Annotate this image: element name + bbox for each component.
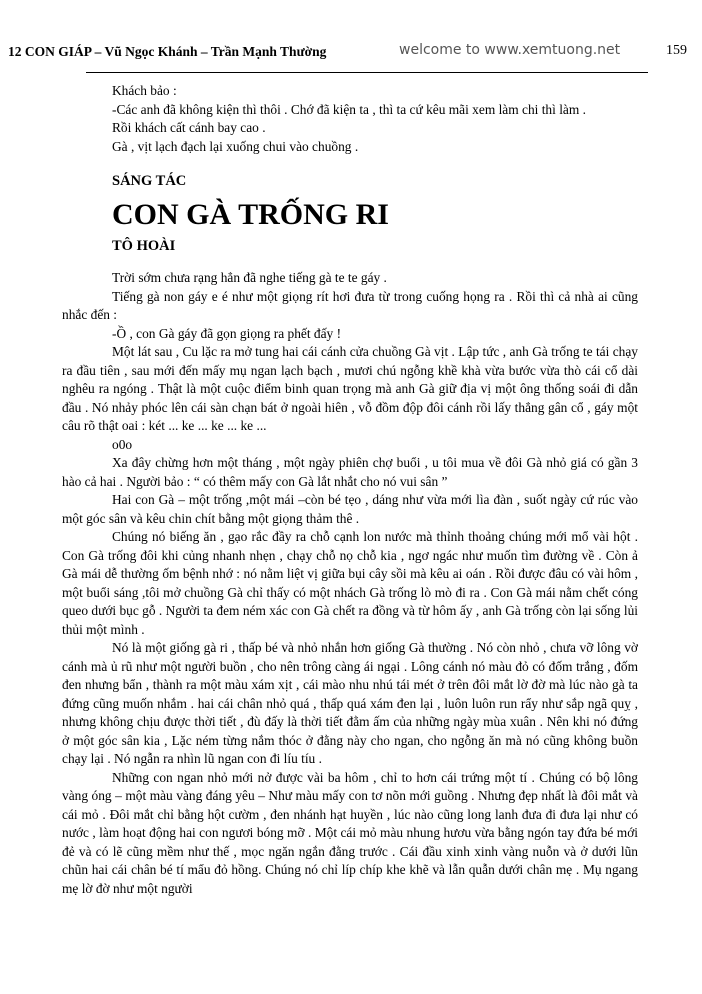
paragraph: Một lát sau , Cu lặc ra mở tung hai cái cánh cửa chuồng Gà vịt . Lập tức , anh Gà trống te tái chạy ra đầu tiên , sau mới đến mấy mụ ngan lạch bạch , mươi chú ngỗng khề khà vừa bước vừa thò cái cổ dài nghêu ra ngóng . Thật là một cuộc điểm binh quan trọng mà anh Gà giữ địa vị một ông thống soái đi dẫn đầu . Nó nhảy phóc lên cái sàn chạn bát ở ngoài hiên , vỗ đồm độp đôi cánh rồi lấy thẳng gân cổ , gáy một câu rõ thật oai : két ... ke ... ke ... ke ... [62, 344, 638, 433]
website-link[interactable]: welcome to www.xemtuong.net [399, 42, 621, 58]
paragraph: Xa đây chừng hơn một tháng , một ngày phiên chợ buổi , u tôi mua về đôi Gà nhỏ giá có gần 3 hào cả hai . Người bảo : “ có thêm mấy con Gà lắt nhắt cho nó vui sân ” [62, 455, 638, 489]
paragraph: Nó là một giống gà ri , thấp bé và nhỏ nhắn hơn giống Gà thường . Nó còn nhỏ , chưa vỡ lông vờ cánh mà ủ rũ như một người buồn , cho nên trông càng ái ngại . Lông cánh nó màu đỏ có đốm trắng , đốm đen nhưng bẩn , thành ra một màu xám xịt , cái mào nhu nhú tái mét ở trên đôi mắt lờ đờ mà lúc nào gà ta đứng cũng muốn nhắm . hai cái chân nhỏ quá , thấp quá xám đen lại , luôn luôn run rẩy như sắp ngã quỵ , nhưng không chịu được thời tiết , đù đấy là thời tiết đằm ấm của những ngày mùa xuân . Nên khi nó đứng ở một góc sân kia , Lặc ném từng nắm thóc ở đằng này cho ngan, cho ngỗng ăn mà nó cũng không buồn chạy lại . Nó ngẫn ra nhìn lũ ngan con đi líu tíu . [62, 640, 638, 766]
paragraph: Trời sớm chưa rạng hẳn đã nghe tiếng gà te te gáy . [112, 270, 387, 285]
paragraph: Tiếng gà non gáy e é như một giọng rít hơi đưa từ trong cuống họng ra . Rồi thì cả nhà ai cũng nhắc đến : [62, 288, 638, 322]
intro-line: Rồi khách cất cánh bay cao . [112, 120, 266, 135]
intro-line: -Các anh đã không kiện thì thôi . Chớ đã kiện ta , thì ta cứ kêu mãi xem làm chi thì làm . [112, 101, 586, 117]
intro-line: Khách bảo : [112, 83, 177, 98]
story-author: TÔ HOÀI [112, 237, 176, 254]
page-content [62, 82, 638, 898]
paragraph: Những con ngan nhỏ mới nở được vài ba hôm , chỉ to hơn cái trứng một tí . Chúng có bộ lông vàng óng – một màu vàng đáng yêu – Như màu mấy con tơ nõn mới guồng . Nhưng đẹp nhất là đôi mắt và cái mỏ . Đôi mắt chỉ bằng hột cườm , đen nhánh hạt huyền , lúc nào cũng long lanh đưa đi đưa lại như có nước , làm hoạt động hai con ngươi bóng mỡ . Một cái mỏ màu nhung hươu vừa bằng ngón tay đứa bé mới đẻ và có lẽ cũng mềm như thế , mọc ngăn ngắn đằng trước . Cái đầu xinh xinh vàng nuỗn và ở dưới lũn chũn hai cái chân bé tí mẩu đỏ hồng. Chúng nó chỉ líp chíp khe khẽ và lẫn quẫn dưới chân mẹ . Mụ ngang mẹ lờ đờ như một người [62, 769, 638, 896]
section-label: SÁNG TÁC [112, 173, 187, 189]
book-title-header: 12 CON GIÁP – Vũ Ngọc Khánh – Trần Mạnh Thường [8, 44, 327, 59]
intro-line: Gà , vịt lạch đạch lại xuống chui vào chuồng . [112, 138, 359, 154]
page-header [0, 38, 702, 66]
paragraph: Chúng nó biếng ăn , gạo rắc đầy ra chỗ cạnh lon nước mà thỉnh thoảng chúng mới mổ vài hột . Con Gà trống đôi khi củng nhanh nhẹn , chạy chỗ nọ chỗ kia , ngơ ngác như muốn tìm đường về . Còn ả Gà mái dễ thường ốm bệnh nhớ : nó nằm liệt vị giữa bụi cây sồi mà kêu ai oán . Rồi được đâu có vài hôm , một buổi sáng ,tôi mở chuồng Gà chỉ thấy có một nhách Gà trống lò mò đi ra . Con Gà mái nằm chết cóng queo dưới bục gỗ . Người ta đem ném xác con Gà chết ra đồng và từ hôm ấy , anh Gà trống còn lại sống lủi thủi một mình . [62, 529, 638, 637]
page-number: 159 [666, 43, 687, 58]
header-rule [86, 72, 648, 73]
story-title: CON GÀ TRỐNG RI [112, 197, 389, 231]
scene-separator: o0o [112, 436, 133, 452]
paragraph: -Ồ , con Gà gáy đã gọn giọng ra phết đấy ! [112, 325, 342, 341]
paragraph: Hai con Gà – một trống ,một mái –còn bé tẹo , dáng như vừa mới lìa đàn , suốt ngày cứ rúc vào một góc sân và kêu chin chít bằng một giọng thảm thê . [62, 492, 638, 526]
